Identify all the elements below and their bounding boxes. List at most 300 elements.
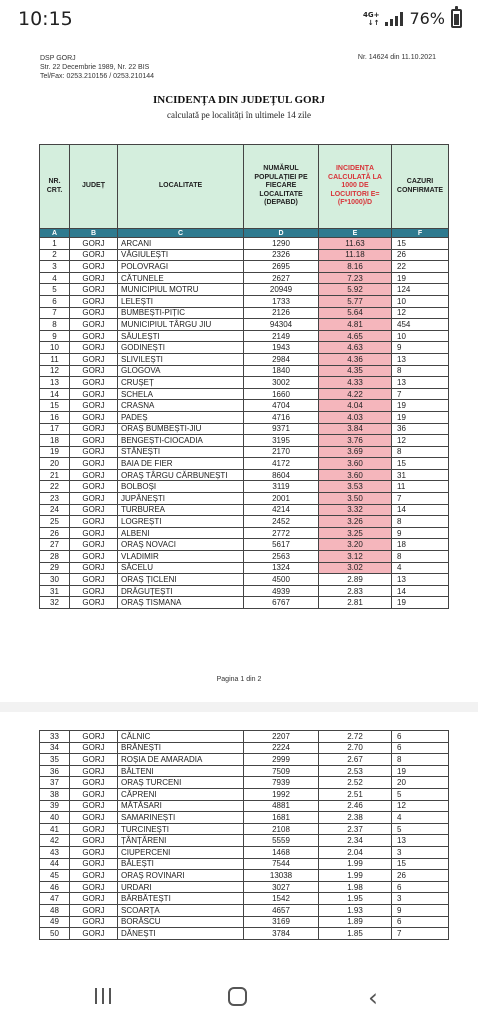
- cell-localitate: GODINEȘTI: [118, 342, 244, 354]
- cell-cases: 13: [392, 377, 449, 389]
- cell-population: 7509: [244, 765, 319, 777]
- cell-incidence: 2.67: [319, 754, 392, 766]
- table-row: [40, 800, 449, 812]
- cell-localitate: SLIVILEȘTI: [118, 353, 244, 365]
- cell-cases: 8: [392, 754, 449, 766]
- cell-nr: 9: [40, 330, 70, 342]
- cell-localitate: LELEȘTI: [118, 295, 244, 307]
- table-row: [40, 881, 449, 893]
- table-row: [40, 284, 449, 296]
- cell-cases: 5: [392, 823, 449, 835]
- cell-population: 4657: [244, 904, 319, 916]
- cell-incidence: 2.53: [319, 765, 392, 777]
- cell-cases: 19: [392, 765, 449, 777]
- cell-population: 94304: [244, 319, 319, 331]
- cell-population: 5617: [244, 539, 319, 551]
- cell-incidence: 8.16: [319, 261, 392, 273]
- cell-localitate: CRUȘEȚ: [118, 377, 244, 389]
- cell-cases: 9: [392, 904, 449, 916]
- cell-cases: 11: [392, 481, 449, 493]
- cell-nr: 4: [40, 272, 70, 284]
- cell-judet: GORJ: [70, 788, 118, 800]
- cell-judet: GORJ: [70, 539, 118, 551]
- table-row: [40, 788, 449, 800]
- table-row: [40, 551, 449, 563]
- cell-cases: 7: [392, 388, 449, 400]
- cell-cases: 26: [392, 249, 449, 261]
- cell-nr: 29: [40, 562, 70, 574]
- cell-cases: 14: [392, 504, 449, 516]
- table-row: [40, 307, 449, 319]
- table-row: [40, 539, 449, 551]
- cell-nr: 34: [40, 742, 70, 754]
- cell-population: 1840: [244, 365, 319, 377]
- table-row: [40, 238, 449, 250]
- cell-nr: 38: [40, 788, 70, 800]
- cell-incidence: 3.60: [319, 469, 392, 481]
- cell-cases: 5: [392, 788, 449, 800]
- cell-population: 2224: [244, 742, 319, 754]
- cell-population: 3195: [244, 435, 319, 447]
- battery-icon: [451, 9, 462, 28]
- table-row: [40, 411, 449, 423]
- network-type-icon: 4G+ ↓↑: [362, 10, 380, 27]
- cell-nr: 44: [40, 858, 70, 870]
- cell-cases: 13: [392, 353, 449, 365]
- cell-judet: GORJ: [70, 295, 118, 307]
- cell-localitate: TURCINEȘTI: [118, 823, 244, 835]
- cell-incidence: 7.23: [319, 272, 392, 284]
- cell-localitate: CĂLNIC: [118, 731, 244, 743]
- cell-judet: GORJ: [70, 731, 118, 743]
- cell-cases: 18: [392, 539, 449, 551]
- cell-cases: 19: [392, 411, 449, 423]
- cell-population: 4214: [244, 504, 319, 516]
- table-row: [40, 835, 449, 847]
- cell-nr: 6: [40, 295, 70, 307]
- cell-localitate: BOLBOȘI: [118, 481, 244, 493]
- cell-judet: GORJ: [70, 812, 118, 824]
- cell-cases: 19: [392, 400, 449, 412]
- cell-population: 4716: [244, 411, 319, 423]
- cell-judet: GORJ: [70, 249, 118, 261]
- cell-nr: 13: [40, 377, 70, 389]
- cell-localitate: DRĂGUȚEȘTI: [118, 585, 244, 597]
- cell-cases: 12: [392, 435, 449, 447]
- cell-nr: 2: [40, 249, 70, 261]
- cell-incidence: 3.26: [319, 516, 392, 528]
- cell-cases: 19: [392, 272, 449, 284]
- table-row: [40, 377, 449, 389]
- cell-incidence: 2.51: [319, 788, 392, 800]
- cell-nr: 32: [40, 597, 70, 609]
- cell-judet: GORJ: [70, 893, 118, 905]
- header-localitate: LOCALITATE: [118, 145, 244, 229]
- cell-population: 1468: [244, 846, 319, 858]
- cell-nr: 7: [40, 307, 70, 319]
- header-incidence: INCIDENȚA CALCULATĂ LA 1000 DE LOCUITORI E=(F*1000)/D: [319, 145, 392, 229]
- cell-cases: 9: [392, 527, 449, 539]
- table-row: [40, 846, 449, 858]
- cell-judet: GORJ: [70, 377, 118, 389]
- cell-localitate: POLOVRAGI: [118, 261, 244, 273]
- document-title: INCIDENȚA DIN JUDEȚUL GORJ: [152, 94, 326, 106]
- cell-localitate: PADEȘ: [118, 411, 244, 423]
- table-row: [40, 574, 449, 586]
- incidence-table: [39, 144, 449, 609]
- cell-localitate: BUMBEȘTI-PIȚIC: [118, 307, 244, 319]
- letter-c: C: [118, 229, 244, 238]
- clock: 10:15: [18, 8, 73, 30]
- cell-incidence: 1.98: [319, 881, 392, 893]
- cell-nr: 11: [40, 353, 70, 365]
- cell-nr: 33: [40, 731, 70, 743]
- cell-nr: 12: [40, 365, 70, 377]
- cell-incidence: 4.03: [319, 411, 392, 423]
- org-name: DSP GORJ: [40, 55, 76, 62]
- cell-judet: GORJ: [70, 551, 118, 563]
- cell-incidence: 3.32: [319, 504, 392, 516]
- cell-nr: 47: [40, 893, 70, 905]
- cell-population: 1290: [244, 238, 319, 250]
- cell-incidence: 5.92: [319, 284, 392, 296]
- cell-localitate: SAMARINEȘTI: [118, 812, 244, 824]
- table-row: [40, 765, 449, 777]
- cell-cases: 3: [392, 846, 449, 858]
- cell-incidence: 2.34: [319, 835, 392, 847]
- cell-judet: GORJ: [70, 481, 118, 493]
- cell-cases: 19: [392, 597, 449, 609]
- cell-cases: 4: [392, 812, 449, 824]
- cell-localitate: LOGREȘTI: [118, 516, 244, 528]
- cell-incidence: 3.69: [319, 446, 392, 458]
- cell-localitate: ORAȘ NOVACI: [118, 539, 244, 551]
- cell-nr: 27: [40, 539, 70, 551]
- cell-judet: GORJ: [70, 423, 118, 435]
- cell-judet: GORJ: [70, 353, 118, 365]
- cell-cases: 9: [392, 342, 449, 354]
- cell-population: 1943: [244, 342, 319, 354]
- table-row: [40, 435, 449, 447]
- cell-localitate: SCOARȚA: [118, 904, 244, 916]
- cell-judet: GORJ: [70, 261, 118, 273]
- cell-localitate: ORAȘ ROVINARI: [118, 870, 244, 882]
- table-row: [40, 365, 449, 377]
- cell-judet: GORJ: [70, 916, 118, 928]
- cell-cases: 124: [392, 284, 449, 296]
- cell-localitate: TURBUREA: [118, 504, 244, 516]
- cell-judet: GORJ: [70, 516, 118, 528]
- cell-incidence: 2.72: [319, 731, 392, 743]
- cell-incidence: 2.04: [319, 846, 392, 858]
- cell-incidence: 2.83: [319, 585, 392, 597]
- table-row: [40, 423, 449, 435]
- cell-nr: 36: [40, 765, 70, 777]
- letter-b: B: [70, 229, 118, 238]
- cell-incidence: 4.33: [319, 377, 392, 389]
- table-row: [40, 342, 449, 354]
- cell-incidence: 4.22: [319, 388, 392, 400]
- cell-judet: GORJ: [70, 504, 118, 516]
- cell-cases: 7: [392, 493, 449, 505]
- cell-localitate: ȚÂNȚĂRENI: [118, 835, 244, 847]
- cell-incidence: 3.76: [319, 435, 392, 447]
- cell-population: 20949: [244, 284, 319, 296]
- cell-nr: 50: [40, 928, 70, 940]
- cell-judet: GORJ: [70, 823, 118, 835]
- cell-nr: 24: [40, 504, 70, 516]
- cell-nr: 22: [40, 481, 70, 493]
- cell-cases: 3: [392, 893, 449, 905]
- cell-localitate: VLADIMIR: [118, 551, 244, 563]
- table-row: [40, 870, 449, 882]
- cell-localitate: CĂPRENI: [118, 788, 244, 800]
- cell-cases: 13: [392, 835, 449, 847]
- table-row: [40, 742, 449, 754]
- cell-population: 1992: [244, 788, 319, 800]
- cell-nr: 1: [40, 238, 70, 250]
- back-icon[interactable]: ‹: [368, 983, 378, 1012]
- cell-judet: GORJ: [70, 342, 118, 354]
- table-row: [40, 400, 449, 412]
- table-row: [40, 812, 449, 824]
- cell-judet: GORJ: [70, 928, 118, 940]
- recent-apps-icon[interactable]: [95, 988, 111, 1004]
- cell-incidence: 3.02: [319, 562, 392, 574]
- cell-incidence: 3.60: [319, 458, 392, 470]
- navigation-bar: [0, 974, 478, 1024]
- cell-localitate: VĂGIULEȘTI: [118, 249, 244, 261]
- cell-judet: GORJ: [70, 574, 118, 586]
- org-address: Str. 22 Decembrie 1989, Nr. 22 BIS: [40, 64, 150, 71]
- cell-judet: GORJ: [70, 284, 118, 296]
- table-row: [40, 469, 449, 481]
- cell-population: 4704: [244, 400, 319, 412]
- incidence-table-continued: [39, 730, 449, 940]
- cell-incidence: 1.89: [319, 916, 392, 928]
- cell-nr: 28: [40, 551, 70, 563]
- cell-incidence: 2.52: [319, 777, 392, 789]
- cell-population: 2772: [244, 527, 319, 539]
- cell-judet: GORJ: [70, 238, 118, 250]
- home-icon[interactable]: [228, 987, 247, 1006]
- cell-incidence: 5.77: [319, 295, 392, 307]
- cell-localitate: CIUPERCENI: [118, 846, 244, 858]
- cell-population: 2149: [244, 330, 319, 342]
- status-icons: [363, 9, 462, 28]
- letter-d: D: [244, 229, 319, 238]
- cell-nr: 48: [40, 904, 70, 916]
- cell-incidence: 1.99: [319, 870, 392, 882]
- cell-localitate: MĂTĂSARI: [118, 800, 244, 812]
- cell-incidence: 4.81: [319, 319, 392, 331]
- table-row: [40, 261, 449, 273]
- cell-nr: 46: [40, 881, 70, 893]
- cell-cases: 6: [392, 731, 449, 743]
- table-row: [40, 481, 449, 493]
- cell-nr: 31: [40, 585, 70, 597]
- cell-cases: 26: [392, 870, 449, 882]
- cell-cases: 22: [392, 261, 449, 273]
- cell-judet: GORJ: [70, 400, 118, 412]
- cell-cases: 6: [392, 881, 449, 893]
- table-row: [40, 458, 449, 470]
- cell-incidence: 3.50: [319, 493, 392, 505]
- cell-localitate: SĂULEȘTI: [118, 330, 244, 342]
- cell-localitate: ORAȘ BUMBEȘTI-JIU: [118, 423, 244, 435]
- cell-cases: 15: [392, 858, 449, 870]
- cell-judet: GORJ: [70, 870, 118, 882]
- table-row: [40, 493, 449, 505]
- cell-nr: 17: [40, 423, 70, 435]
- cell-judet: GORJ: [70, 527, 118, 539]
- cell-incidence: 4.04: [319, 400, 392, 412]
- cell-nr: 39: [40, 800, 70, 812]
- cell-population: 4172: [244, 458, 319, 470]
- cell-judet: GORJ: [70, 446, 118, 458]
- table-row: [40, 319, 449, 331]
- cell-population: 8604: [244, 469, 319, 481]
- cell-judet: GORJ: [70, 388, 118, 400]
- cell-localitate: ORAȘ TÂRGU CĂRBUNEȘTI: [118, 469, 244, 481]
- cell-incidence: 11.63: [319, 238, 392, 250]
- cell-localitate: ORAȘ ȚICLENI: [118, 574, 244, 586]
- table-row: [40, 353, 449, 365]
- cell-judet: GORJ: [70, 562, 118, 574]
- cell-nr: 41: [40, 823, 70, 835]
- cell-localitate: BĂLTENI: [118, 765, 244, 777]
- cell-incidence: 3.25: [319, 527, 392, 539]
- cell-localitate: URDARI: [118, 881, 244, 893]
- cell-population: 1733: [244, 295, 319, 307]
- cell-incidence: 3.20: [319, 539, 392, 551]
- cell-cases: 13: [392, 574, 449, 586]
- cell-nr: 3: [40, 261, 70, 273]
- column-letter-row: [40, 229, 449, 238]
- cell-localitate: BAIA DE FIER: [118, 458, 244, 470]
- cell-judet: GORJ: [70, 777, 118, 789]
- cell-cases: 454: [392, 319, 449, 331]
- cell-population: 1660: [244, 388, 319, 400]
- table-row: [40, 527, 449, 539]
- cell-population: 1681: [244, 812, 319, 824]
- cell-incidence: 4.35: [319, 365, 392, 377]
- cell-localitate: MUNICIPIUL TÂRGU JIU: [118, 319, 244, 331]
- cell-cases: 20: [392, 777, 449, 789]
- cell-judet: GORJ: [70, 754, 118, 766]
- cell-judet: GORJ: [70, 835, 118, 847]
- cell-nr: 14: [40, 388, 70, 400]
- table-row: [40, 249, 449, 261]
- cell-incidence: 1.85: [319, 928, 392, 940]
- cell-nr: 18: [40, 435, 70, 447]
- cell-incidence: 11.18: [319, 249, 392, 261]
- cell-localitate: BRĂNEȘTI: [118, 742, 244, 754]
- cell-incidence: 3.53: [319, 481, 392, 493]
- cell-population: 5559: [244, 835, 319, 847]
- cell-incidence: 2.38: [319, 812, 392, 824]
- cell-judet: GORJ: [70, 493, 118, 505]
- cell-localitate: BENGEȘTI-CIOCADIA: [118, 435, 244, 447]
- table-row: [40, 446, 449, 458]
- document-page-1: [0, 38, 478, 702]
- cell-incidence: 2.89: [319, 574, 392, 586]
- header-cases: CAZURI CONFIRMATE: [392, 145, 449, 229]
- cell-judet: GORJ: [70, 585, 118, 597]
- cell-population: 7939: [244, 777, 319, 789]
- cell-nr: 5: [40, 284, 70, 296]
- letter-e: E: [319, 229, 392, 238]
- cell-population: 3119: [244, 481, 319, 493]
- cell-population: 2207: [244, 731, 319, 743]
- table-row: [40, 858, 449, 870]
- cell-incidence: 1.99: [319, 858, 392, 870]
- table-row: [40, 585, 449, 597]
- cell-localitate: JUPÂNEȘTI: [118, 493, 244, 505]
- table-row: [40, 295, 449, 307]
- table-row: [40, 597, 449, 609]
- cell-nr: 49: [40, 916, 70, 928]
- table-row: [40, 272, 449, 284]
- cell-population: 2170: [244, 446, 319, 458]
- cell-incidence: 3.84: [319, 423, 392, 435]
- cell-nr: 10: [40, 342, 70, 354]
- cell-cases: 6: [392, 916, 449, 928]
- cell-population: 3002: [244, 377, 319, 389]
- cell-cases: 8: [392, 516, 449, 528]
- cell-nr: 42: [40, 835, 70, 847]
- cell-judet: GORJ: [70, 272, 118, 284]
- cell-incidence: 3.12: [319, 551, 392, 563]
- table-row: [40, 388, 449, 400]
- table-row: [40, 516, 449, 528]
- cell-localitate: BĂLEȘTI: [118, 858, 244, 870]
- org-phone: Tel/Fax: 0253.210156 / 0253.210144: [40, 73, 155, 80]
- table-row: [40, 916, 449, 928]
- cell-localitate: BORĂSCU: [118, 916, 244, 928]
- header-judet: JUDEȚ: [70, 145, 118, 229]
- cell-localitate: DĂNEȘTI: [118, 928, 244, 940]
- cell-population: 2108: [244, 823, 319, 835]
- cell-cases: 7: [392, 928, 449, 940]
- cell-nr: 25: [40, 516, 70, 528]
- cell-judet: GORJ: [70, 469, 118, 481]
- cell-incidence: 2.46: [319, 800, 392, 812]
- cell-cases: 8: [392, 446, 449, 458]
- document-subtitle: calculată pe localități în ultimele 14 zile: [167, 110, 311, 120]
- cell-localitate: ARCANI: [118, 238, 244, 250]
- cell-incidence: 1.93: [319, 904, 392, 916]
- table-row: [40, 777, 449, 789]
- cell-localitate: ALBENI: [118, 527, 244, 539]
- cell-population: 3169: [244, 916, 319, 928]
- cell-cases: 31: [392, 469, 449, 481]
- cell-localitate: MUNICIPIUL MOTRU: [118, 284, 244, 296]
- cell-cases: 10: [392, 330, 449, 342]
- cell-judet: GORJ: [70, 858, 118, 870]
- cell-population: 13038: [244, 870, 319, 882]
- table-body: [40, 238, 449, 609]
- cell-population: 6767: [244, 597, 319, 609]
- signal-icon: [385, 12, 403, 26]
- cell-localitate: ORAȘ TURCENI: [118, 777, 244, 789]
- cell-judet: GORJ: [70, 597, 118, 609]
- letter-f: F: [392, 229, 449, 238]
- cell-population: 1324: [244, 562, 319, 574]
- cell-cases: 6: [392, 742, 449, 754]
- cell-incidence: 4.63: [319, 342, 392, 354]
- cell-judet: GORJ: [70, 846, 118, 858]
